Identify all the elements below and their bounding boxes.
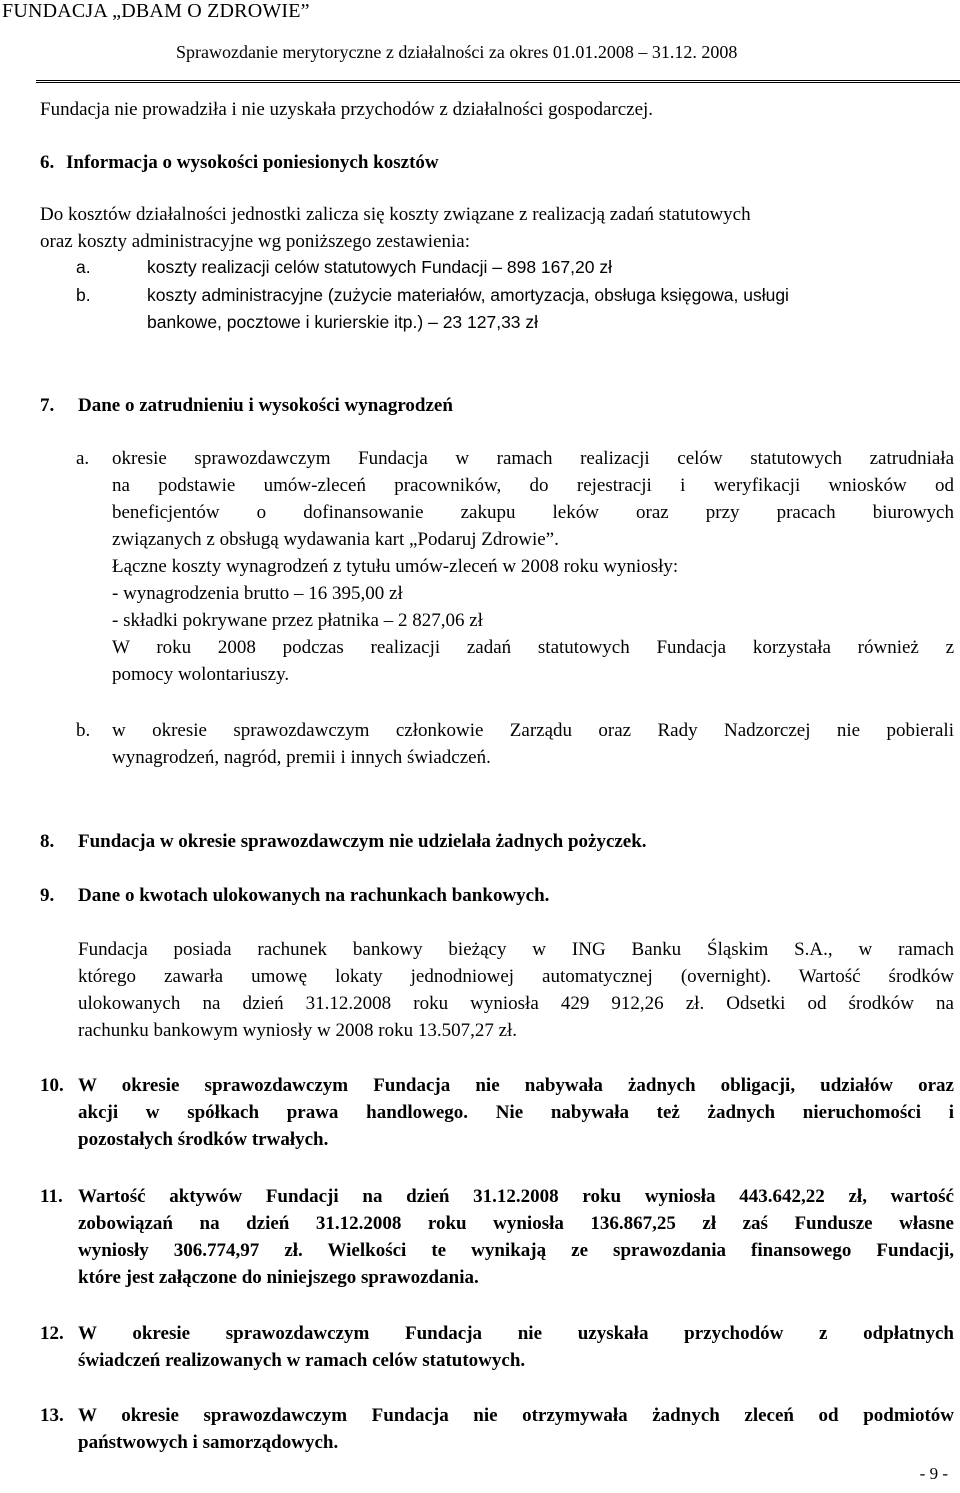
text-line: pozostałych środków trwałych. (78, 1129, 329, 1150)
text-line: akcji w spółkach prawa handlowego. Nie nabywała też żadnych nieruchomości i (78, 1102, 954, 1123)
text-line: zobowiązań na dzień 31.12.2008 roku wyniosła 136.867,25 zł zaś Fundusze własne (78, 1213, 954, 1234)
text-line: pomocy wolontariuszy. (112, 664, 290, 685)
section-11-body (78, 1183, 954, 1291)
section-6-item-b-label: b. (76, 285, 91, 305)
text-line: W roku 2008 podczas realizacji zadań statutowych Fundacja korzystała również z (112, 637, 954, 658)
text-line: W okresie sprawozdawczym Fundacja nie uzyskała przychodów z odpłatnych (78, 1323, 954, 1344)
text-line: wynagrodzeń, nagród, premii i innych świadczeń. (112, 747, 491, 768)
text-line: W okresie sprawozdawczym Fundacja nie nabywała żadnych obligacji, udziałów oraz (78, 1075, 954, 1096)
section-7-item-b-body (112, 717, 954, 771)
section-6-item-b-text: koszty administracyjne (zużycie materiałów, amortyzacja, obsługa księgowa, usługi (147, 285, 789, 305)
text-line: które jest załączone do niniejszego sprawozdania. (78, 1267, 479, 1288)
text-line: okresie sprawozdawczym Fundacja w ramach realizacji celów statutowych zatrudniała (112, 448, 954, 469)
text-line: na podstawie umów-zleceń pracowników, do rejestracji i weryfikacji wniosków od (112, 475, 954, 496)
text-line: państwowych i samorządowych. (78, 1432, 339, 1453)
section-10-number: 10. (40, 1075, 64, 1096)
text-line: Fundacja posiada rachunek bankowy bieżący w ING Banku Śląskim S.A., w ramach (78, 939, 954, 960)
section-6-paragraph-line: Do kosztów działalności jednostki zalicza się koszty związane z realizacją zadań statutowych (40, 204, 751, 225)
section-6-number: 6. (40, 152, 55, 173)
text-line: rachunku bankowym wyniosły w 2008 roku 13.507,27 zł. (78, 1020, 518, 1041)
text-line: W okresie sprawozdawczym Fundacja nie otrzymywała żadnych zleceń od podmiotów (78, 1405, 954, 1426)
text-line: świadczeń realizowanych w ramach celów statutowych. (78, 1350, 526, 1371)
text-line: - składki pokrywane przez płatnika – 2 827,06 zł (112, 610, 483, 631)
page-number: - 9 - (919, 1464, 948, 1483)
text-line: w okresie sprawozdawczym członkowie Zarządu oraz Rady Nadzorczej nie pobierali (112, 720, 954, 741)
section-12-body (78, 1320, 954, 1374)
section-6-item-a-label: a. (76, 257, 91, 277)
section-6-heading: Informacja o wysokości poniesionych kosztów (66, 152, 439, 173)
text-line: - wynagrodzenia brutto – 16 395,00 zł (112, 583, 403, 604)
section-7-item-a-first-line (112, 445, 954, 472)
header-title: FUNDACJA „DBAM O ZDROWIE” (2, 0, 310, 22)
text-line: ulokowanych na dzień 31.12.2008 roku wyniosła 429 912,26 zł. Odsetki od środków na (78, 993, 954, 1014)
text-line: Łączne koszty wynagrodzeń z tytułu umów-zleceń w 2008 roku wyniosły: (112, 556, 679, 577)
text-line: wyniosły 306.774,97 zł. Wielkości te wynikają ze sprawozdania finansowego Fundacji, (78, 1240, 954, 1261)
section-13-number: 13. (40, 1405, 64, 1426)
section-12-number: 12. (40, 1323, 64, 1344)
section-7-heading: Dane o zatrudnieniu i wysokości wynagrodzeń (78, 395, 453, 416)
header-subtitle: Sprawozdanie merytoryczne z działalności za okres 01.01.2008 – 31.12. 2008 (176, 42, 738, 62)
section-10-body (78, 1072, 954, 1153)
intro-paragraph: Fundacja nie prowadziła i nie uzyskała przychodów z działalności gospodarczej. (40, 99, 654, 120)
section-13-body (78, 1402, 954, 1456)
section-8-text: Fundacja w okresie sprawozdawczym nie udzielała żadnych pożyczek. (78, 831, 647, 852)
section-11-number: 11. (40, 1186, 63, 1207)
section-9-body (78, 936, 954, 1044)
section-7-number: 7. (40, 395, 55, 416)
section-9-heading: Dane o kwotach ulokowanych na rachunkach bankowych. (78, 885, 550, 906)
section-7-item-a-body (112, 472, 954, 688)
section-6-paragraph-line: oraz koszty administracyjne wg poniższego zestawienia: (40, 231, 470, 252)
text-line: Wartość aktywów Fundacji na dzień 31.12.2008 roku wyniosła 443.642,22 zł, wartość (78, 1186, 954, 1207)
text-line: którego zawarła umowę lokaty jednodniowej automatycznej (overnight). Wartość środków (78, 966, 954, 987)
section-9-number: 9. (40, 885, 55, 906)
text-line: beneficjentów o dofinansowanie zakupu leków oraz przy pracach biurowych (112, 502, 954, 523)
section-7-item-b-label: b. (76, 720, 91, 741)
header-divider (36, 80, 960, 83)
section-6-item-b-text: bankowe, pocztowe i kurierskie itp.) – 23 127,33 zł (147, 312, 539, 332)
section-7-item-a-label: a. (76, 448, 90, 469)
section-8-number: 8. (40, 831, 55, 852)
text-line: związanych z obsługą wydawania kart „Podaruj Zdrowie”. (112, 529, 559, 550)
section-6-item-a-text: koszty realizacji celów statutowych Fundacji – 898 167,20 zł (147, 257, 612, 277)
